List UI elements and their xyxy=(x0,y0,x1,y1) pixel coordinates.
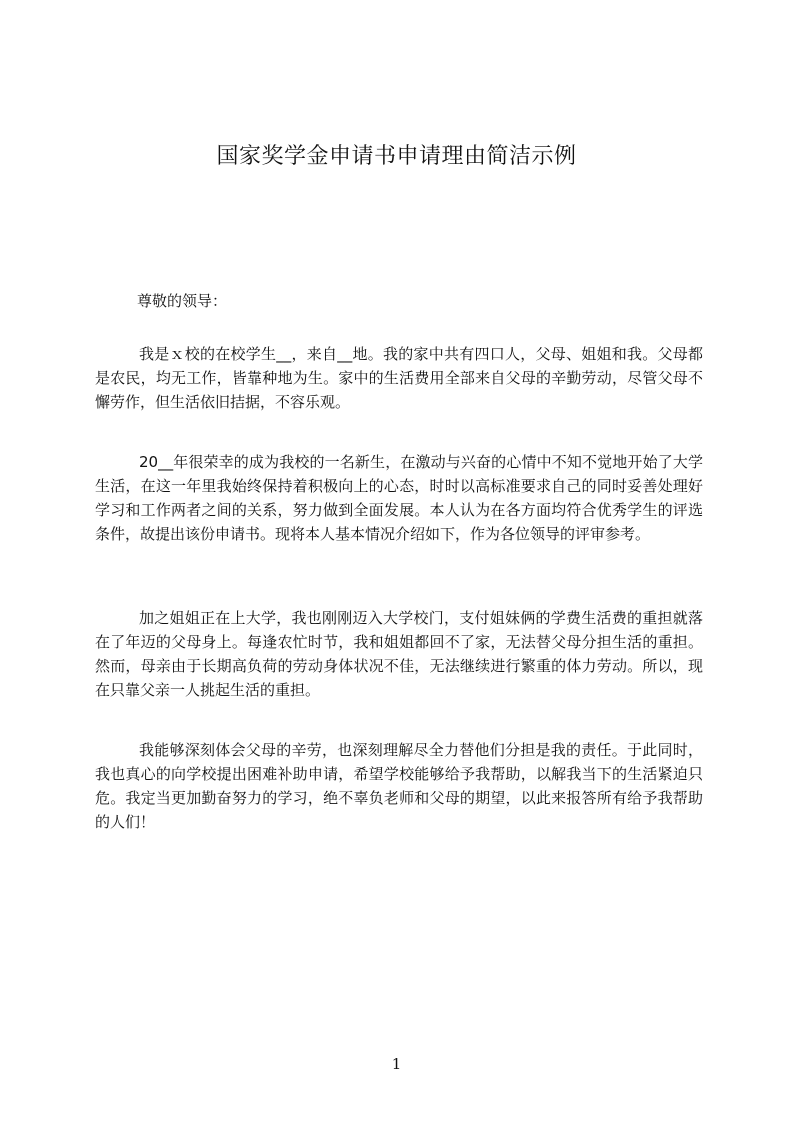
paragraph-financial-burden: 加之姐姐正在上大学，我也刚刚迈入大学校门，支付姐妹俩的学费生活费的重担就落在了年迈的父母身上。每逢农忙时节，我和姐姐都回不了家，无法替父母分担生活的重担。然而，母亲由于长期高负荷的劳动身体状况不佳，无法继续进行繁重的体力劳动。所以，现在只靠父亲一人挑起生活的重担。 xyxy=(95,609,703,699)
paragraph-university-life: 20__年很荣幸的成为我校的一名新生，在激动与兴奋的心情中不知不觉地开始了大学生活，在这一年里我始终保持着积极向上的心态，时时以高标准要求自己的同时妥善处理好学习和工作两者之间的关系，努力做到全面发展。本人认为在各方面均符合优秀学生的评选条件，故提出该份申请书。现将本人基本情况介绍如下，作为各位领导的评审参考。 xyxy=(95,453,703,543)
paragraph-family-background: 我是ｘ校的在校学生__，来自__地。我的家中共有四口人，父母、姐姐和我。父母都是农民，均无工作，皆靠种地为生。家中的生活费用全部来自父母的辛勤劳动，尽管父母不懈劳作，但生活依旧拮据，不容乐观。 xyxy=(95,345,703,411)
paragraph-closing-request: 我能够深刻体会父母的辛劳，也深刻理解尽全力替他们分担是我的责任。于此同时，我也真心的向学校提出困难补助申请，希望学校能够给予我帮助，以解我当下的生活紧迫只危。我定当更加勤奋努力的学习，绝不辜负老师和父母的期望，以此来报答所有给予我帮助的人们！ xyxy=(95,741,703,831)
greeting: 尊敬的领导： xyxy=(137,292,228,310)
page-number: 1 xyxy=(391,1055,402,1073)
document-title: 国家奖学金申请书申请理由简洁示例 xyxy=(216,144,577,169)
